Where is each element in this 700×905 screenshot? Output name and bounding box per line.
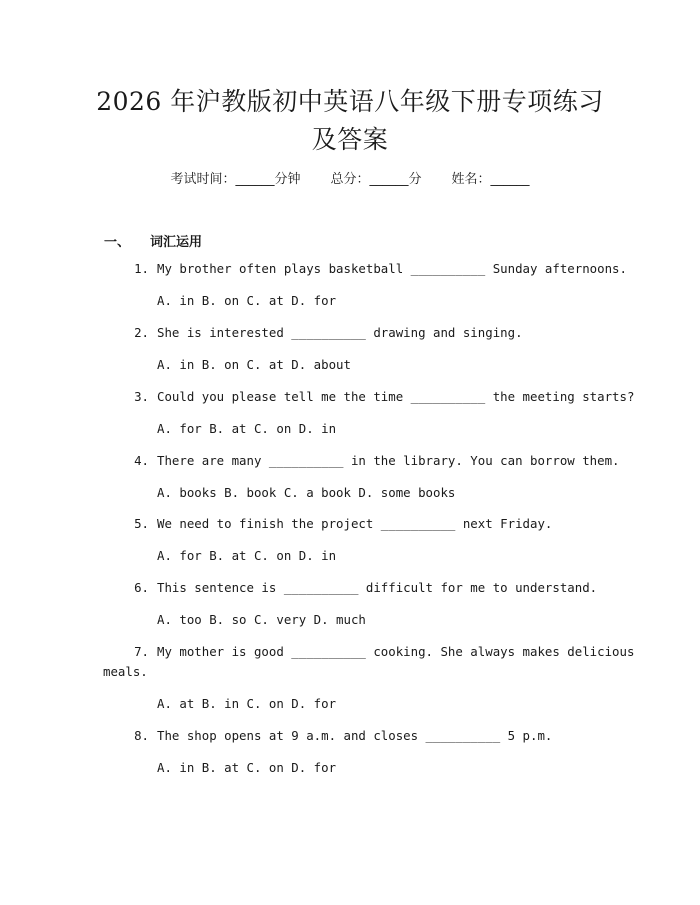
question-text: She is interested __________ drawing and singing.	[157, 325, 523, 340]
exam-info-row	[0, 168, 700, 187]
question-number: 2.	[134, 325, 149, 340]
question-text: Could you please tell me the time __________ the meeting starts?	[157, 389, 635, 404]
document-title-line2: 及答案	[311, 125, 389, 154]
section-number: 一、	[104, 235, 131, 250]
section-heading	[104, 231, 202, 250]
total-score-field	[330, 168, 421, 187]
question-options: A. in B. on C. at D. about	[157, 357, 351, 372]
question-text-continuation: meals.	[103, 664, 148, 679]
question-text: My mother is good __________ cooking. She always makes delicious	[157, 644, 635, 659]
name-blank: ______	[490, 172, 530, 187]
question-item	[134, 578, 598, 598]
question-options: A. too B. so C. very D. much	[157, 612, 366, 627]
question-options: A. books B. book C. a book D. some books	[157, 485, 456, 500]
name-field	[452, 168, 530, 187]
question-number: 8.	[134, 728, 149, 743]
question-item	[134, 451, 620, 471]
question-options: A. at B. in C. on D. for	[157, 696, 337, 711]
question-text: The shop opens at 9 a.m. and closes __________ 5 p.m.	[157, 728, 553, 743]
section-title: 词汇运用	[150, 235, 203, 250]
question-number: 7.	[134, 644, 149, 659]
exam-time-field	[170, 168, 300, 187]
question-number: 4.	[134, 453, 149, 468]
question-number: 3.	[134, 389, 149, 404]
question-number: 6.	[134, 580, 149, 595]
total-score-blank: ______	[369, 172, 409, 187]
question-options: A. in B. at C. on D. for	[157, 760, 337, 775]
question-number: 1.	[134, 261, 149, 276]
question-item	[134, 642, 635, 662]
question-item	[134, 387, 635, 407]
question-item	[134, 323, 523, 343]
question-options: A. for B. at C. on D. in	[157, 548, 337, 563]
question-number: 5.	[134, 516, 149, 531]
question-item	[134, 514, 553, 534]
question-text: We need to finish the project __________ next Friday.	[157, 516, 553, 531]
total-score-unit: 分	[408, 172, 422, 187]
exam-time-blank: ______	[235, 172, 275, 187]
question-text: This sentence is __________ difficult for me to understand.	[157, 580, 598, 595]
question-item	[134, 259, 627, 279]
exam-time-unit: 分钟	[274, 172, 301, 187]
question-text: My brother often plays basketball __________ Sunday afternoons.	[157, 261, 627, 276]
total-score-label: 总分：	[330, 172, 370, 187]
question-options: A. in B. on C. at D. for	[157, 293, 337, 308]
exam-time-label: 考试时间：	[170, 172, 236, 187]
question-item	[134, 726, 553, 746]
name-label: 姓名：	[451, 172, 491, 187]
document-title-line1: 2026 年沪教版初中英语八年级下册专项练习	[96, 87, 604, 116]
question-text: There are many __________ in the library. You can borrow them.	[157, 453, 620, 468]
question-options: A. for B. at C. on D. in	[157, 421, 337, 436]
